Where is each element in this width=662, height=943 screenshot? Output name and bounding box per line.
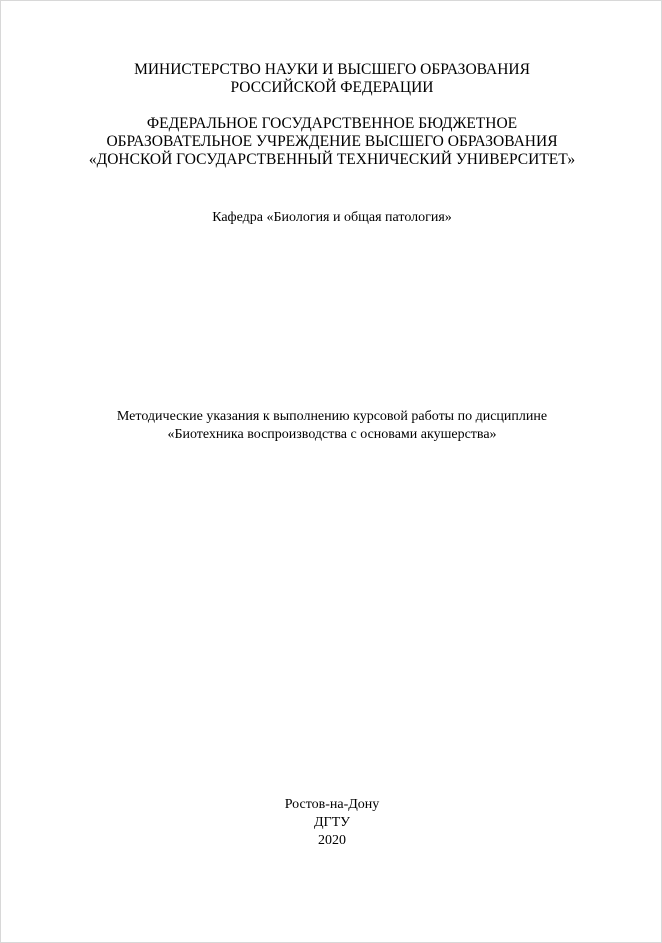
footer-publisher: ДГТУ bbox=[313, 815, 351, 830]
ministry-line-2: РОССИЙСКОЙ ФЕДЕРАЦИИ bbox=[230, 79, 434, 96]
institution-line-2: ОБРАЗОВАТЕЛЬНОЕ УЧРЕЖДЕНИЕ ВЫСШЕГО ОБРАЗОВАНИЯ bbox=[106, 133, 558, 150]
institution-header bbox=[1, 115, 662, 169]
title-line-1: Методические указания к выполнению курсовой работы по дисциплине bbox=[116, 409, 548, 424]
document-title bbox=[1, 408, 662, 444]
imprint-footer bbox=[1, 796, 662, 850]
ministry-header bbox=[1, 61, 662, 97]
title-line-2: «Биотехника воспроизводства с основами акушерства» bbox=[167, 427, 497, 442]
department-line: Кафедра «Биология и общая патология» bbox=[212, 210, 452, 225]
footer-year: 2020 bbox=[318, 833, 346, 848]
ministry-line-1: МИНИСТЕРСТВО НАУКИ И ВЫСШЕГО ОБРАЗОВАНИЯ bbox=[134, 61, 530, 78]
institution-line-3: «ДОНСКОЙ ГОСУДАРСТВЕННЫЙ ТЕХНИЧЕСКИЙ УНИВЕРСИТЕТ» bbox=[88, 151, 576, 168]
department-name bbox=[1, 209, 662, 227]
footer-city: Ростов-на-Дону bbox=[284, 797, 380, 812]
institution-line-1: ФЕДЕРАЛЬНОЕ ГОСУДАРСТВЕННОЕ БЮДЖЕТНОЕ bbox=[146, 115, 518, 132]
